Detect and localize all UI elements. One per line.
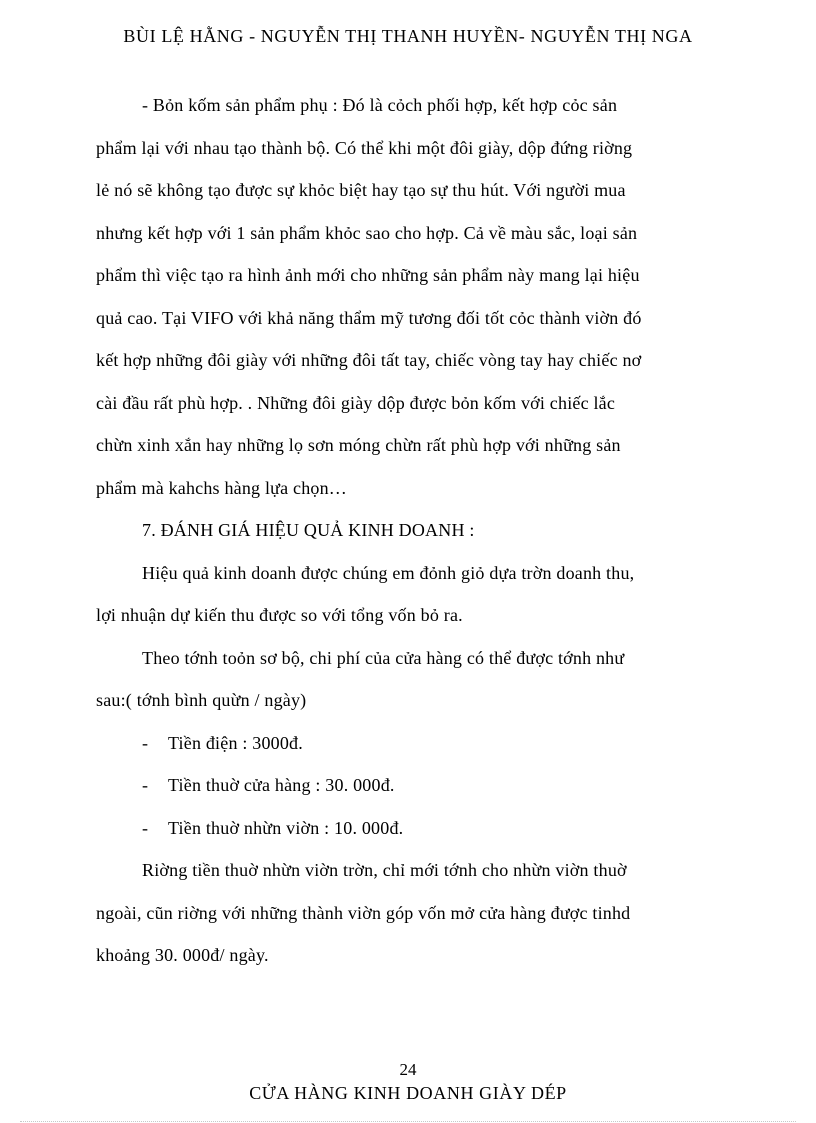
paragraph-evaluation bbox=[96, 552, 736, 637]
bullet-dash: - bbox=[142, 817, 149, 838]
text-line: chừn xinh xắn hay những lọ sơn móng chừn rất phù hợp với những sản bbox=[96, 435, 621, 455]
cost-list bbox=[96, 722, 736, 850]
page-header: BÙI LỆ HẰNG - NGUYỄN THỊ THANH HUYỀN- NGUYỄN THỊ NGA bbox=[123, 26, 693, 46]
bullet-dash: - bbox=[142, 732, 149, 753]
list-item bbox=[96, 807, 736, 850]
footer-divider bbox=[20, 1121, 796, 1122]
text-line: nhưng kết hợp với 1 sản phẩm khỏc sao cho hợp. Cả về màu sắc, loại sản bbox=[96, 222, 638, 243]
text-line: lẻ nó sẽ không tạo được sự khỏc biệt hay tạo sự thu hút. Với người mua bbox=[96, 180, 626, 200]
text-line: cài đầu rất phù hợp. . Những đôi giày dộp được bỏn kốm với chiếc lắc bbox=[96, 392, 616, 413]
text-line: Riờng tiền thuờ nhừn viờn trờn, chỉ mới tớnh cho nhừn viờn thuờ bbox=[142, 860, 627, 880]
paragraph-staff-cost bbox=[96, 849, 736, 977]
page-number: 24 bbox=[399, 1060, 417, 1079]
paragraph-cost-intro bbox=[96, 637, 736, 722]
text-line: phẩm thì việc tạo ra hình ảnh mới cho những sản phẩm này mang lại hiệu bbox=[96, 265, 640, 285]
list-item-text: Tiền điện : 3000đ. bbox=[168, 732, 303, 753]
text-line: Hiệu quả kinh doanh được chúng em đỏnh giỏ dựa trờn doanh thu, bbox=[142, 562, 635, 583]
text-line: kết hợp những đôi giày với những đôi tất tay, chiếc vòng tay hay chiếc nơ bbox=[96, 350, 642, 370]
text-line: phẩm mà kahchs hàng lựa chọn… bbox=[96, 477, 347, 498]
text-line: phẩm lại với nhau tạo thành bộ. Có thể khi một đôi giày, dộp đứng riờng bbox=[96, 137, 633, 158]
list-item-text: Tiền thuờ nhừn viờn : 10. 000đ. bbox=[168, 817, 404, 838]
paragraph-combo-sales bbox=[96, 84, 736, 509]
list-item bbox=[96, 764, 736, 807]
text-line: Theo tớnh toỏn sơ bộ, chi phí của cửa hàng có thể được tớnh như bbox=[142, 647, 625, 668]
document-body bbox=[96, 84, 736, 977]
section-heading: 7. ĐÁNH GIÁ HIỆU QUẢ KINH DOANH : bbox=[142, 520, 475, 540]
footer-title: CỬA HÀNG KINH DOANH GIÀY DÉP bbox=[249, 1083, 567, 1103]
text-line: lợi nhuận dự kiến thu được so với tổng vốn bỏ ra. bbox=[96, 605, 463, 625]
list-item-text: Tiền thuờ cửa hàng : 30. 000đ. bbox=[168, 775, 395, 795]
text-line: sau:( tớnh bình quừn / ngày) bbox=[96, 690, 307, 710]
text-line: - Bỏn kốm sản phẩm phụ : Đó là cỏch phối hợp, kết hợp cỏc sản bbox=[142, 95, 618, 115]
text-line: ngoài, cũn riờng với những thành viờn góp vốn mở cửa hàng được tinhd bbox=[96, 902, 631, 923]
text-line: quả cao. Tại VIFO với khả năng thẩm mỹ tương đối tốt cỏc thành viờn đó bbox=[96, 307, 642, 328]
list-item bbox=[96, 722, 736, 765]
text-line: khoảng 30. 000đ/ ngày. bbox=[96, 945, 269, 965]
bullet-dash: - bbox=[142, 775, 149, 795]
